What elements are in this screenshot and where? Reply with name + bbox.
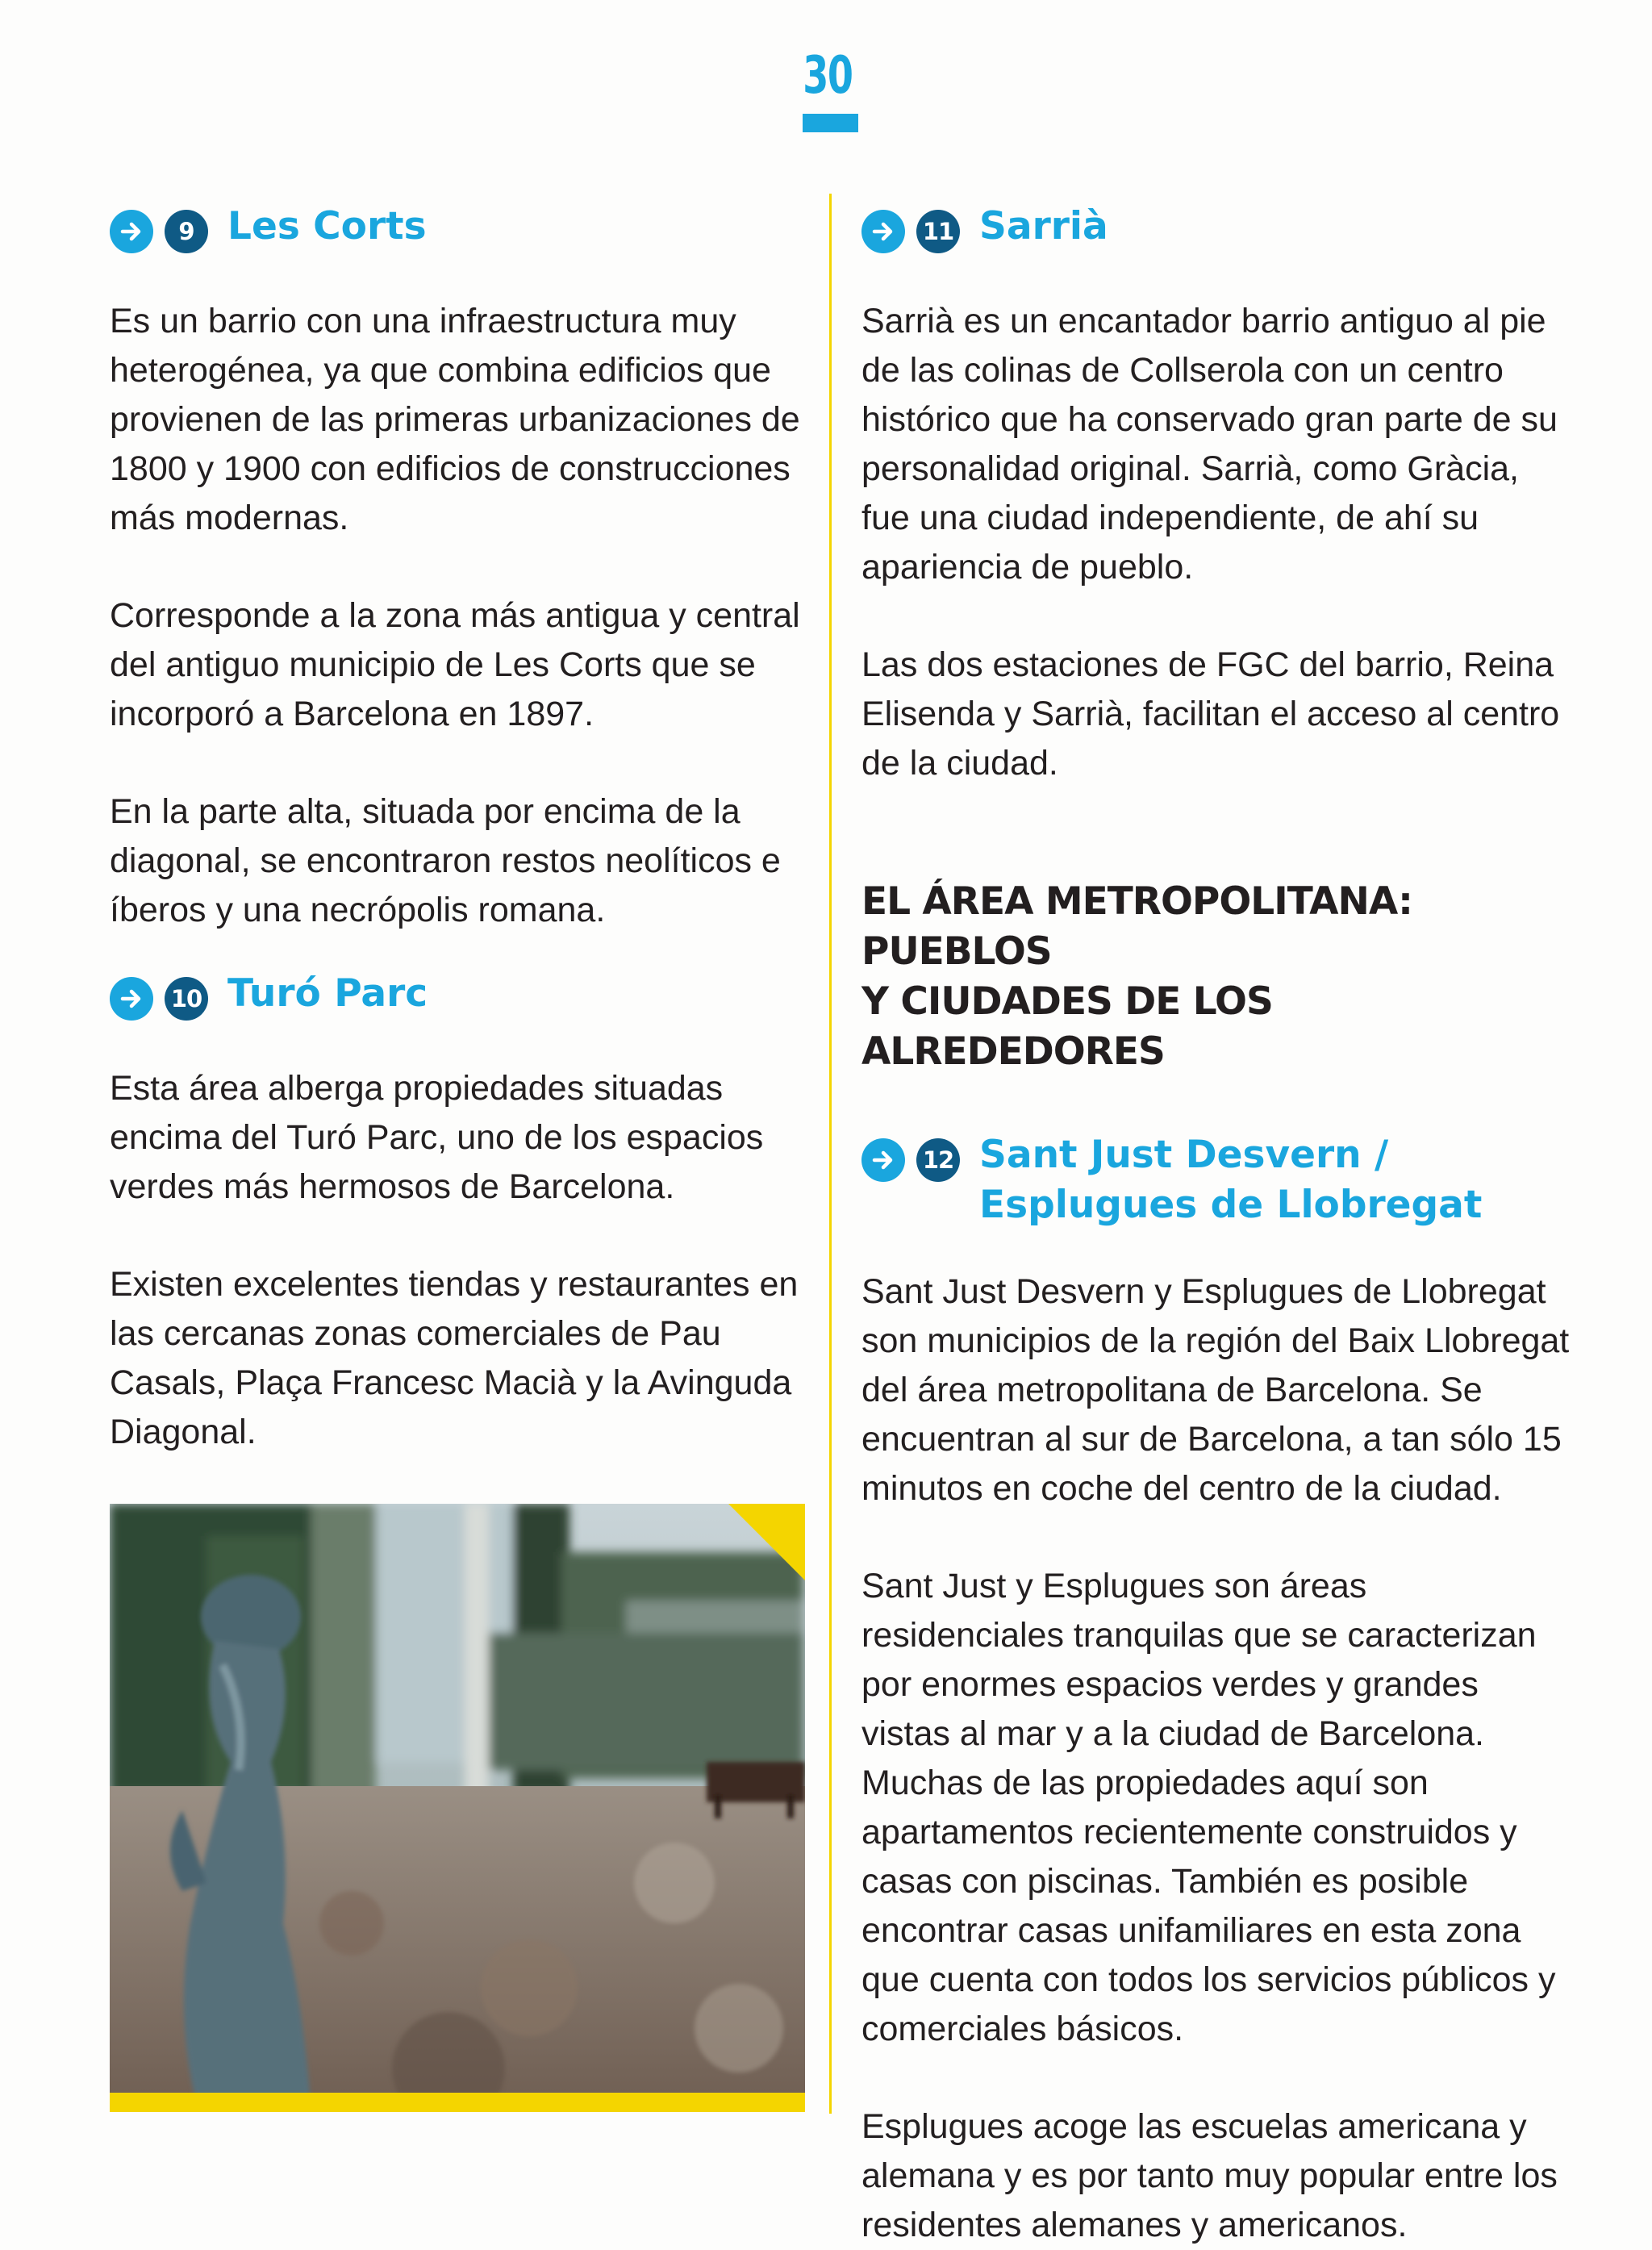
arrow-right-icon	[861, 210, 905, 253]
section-header-sant-just	[861, 1129, 1571, 1229]
park-sculpture-photo	[110, 1504, 805, 2112]
section-title	[979, 1130, 1482, 1230]
arrow-right-icon	[861, 1138, 905, 1182]
region-heading-line1: EL ÁREA METROPOLITANA: PUEBLOS	[861, 879, 1412, 974]
paragraph: Sant Just Desvern y Esplugues de Llobregat son municipios de la región del Baix Llobregat del área metropolitana de Barcelona. Se encuentran al sur de Barcelona, a tan sólo 15 minutos en coche del centro de la ciudad.	[861, 1272, 1570, 1508]
arrow-right-icon	[110, 977, 153, 1021]
left-column	[110, 200, 820, 1457]
section-title: Sarrià	[979, 204, 1108, 248]
section-header-turo-parc	[110, 967, 820, 1029]
column-divider	[829, 194, 832, 2114]
section-number-badge: 9	[165, 210, 208, 253]
arrow-right-icon	[110, 210, 153, 253]
right-column	[861, 200, 1571, 2250]
section-title: Turó Parc	[227, 971, 428, 1016]
section-number-badge: 10	[165, 977, 208, 1021]
section-number-badge: 11	[916, 210, 960, 253]
paragraph: Es un barrio con una infraestructura muy heterogénea, ya que combina edificios que provienen de las primeras urbanizaciones de 1800 y 1900 con edificios de construcciones más modernas.	[110, 302, 800, 537]
paragraph: Corresponde a la zona más antigua y central del antiguo municipio de Les Corts que se incorporó a Barcelona en 1897.	[110, 596, 800, 733]
section-title-line1: Sant Just Desvern /	[979, 1133, 1389, 1177]
section-header-les-corts	[110, 200, 820, 261]
section-header-sarria	[861, 200, 1571, 261]
paragraph: Las dos estaciones de FGC del barrio, Reina Elisenda y Sarrià, facilitan el acceso al centro de la ciudad.	[861, 645, 1560, 783]
region-heading-line2: Y CIUDADES DE LOS ALREDEDORES	[861, 979, 1273, 1074]
paragraph: Esplugues acoge las escuelas americana y alemana y es por tanto muy popular entre los residentes alemanes y americanos.	[861, 2107, 1558, 2244]
page-number: 30	[803, 46, 853, 106]
paragraph: En la parte alta, situada por encima de la diagonal, se encontraron restos neolíticos e íberos y una necrópolis romana.	[110, 792, 781, 929]
section-number-badge: 12	[916, 1138, 960, 1182]
section-title-line2: Esplugues de Llobregat	[979, 1183, 1483, 1227]
page-number-bar	[803, 114, 858, 132]
paragraph: Esta área alberga propiedades situadas encima del Turó Parc, uno de los espacios verdes más hermosos de Barcelona.	[110, 1069, 764, 1206]
paragraph: Sarrià es un encantador barrio antiguo al pie de las colinas de Collserola con un centro histórico que ha conservado gran parte de su personalidad original. Sarrià, como Gràcia, fue una ciudad independiente, de ahí su apariencia de pueblo.	[861, 302, 1558, 587]
paragraph: Existen excelentes tiendas y restaurantes en las cercanas zonas comerciales de Pau Casals, Plaça Francesc Macià y la Avinguda Diagonal.	[110, 1265, 799, 1451]
section-title: Les Corts	[227, 204, 427, 248]
paragraph: Sant Just y Esplugues son áreas residenciales tranquilas que se caracterizan por enormes espacios verdes y grandes vistas al mar y a la ciudad de Barcelona. Muchas de las propiedades aquí son apartamentos recientemente construidos y casas con piscinas. También es posible encontrar casas unifamiliares en esta zona que cuenta con todos los servicios públicos y comerciales básicos.	[861, 1567, 1556, 2048]
